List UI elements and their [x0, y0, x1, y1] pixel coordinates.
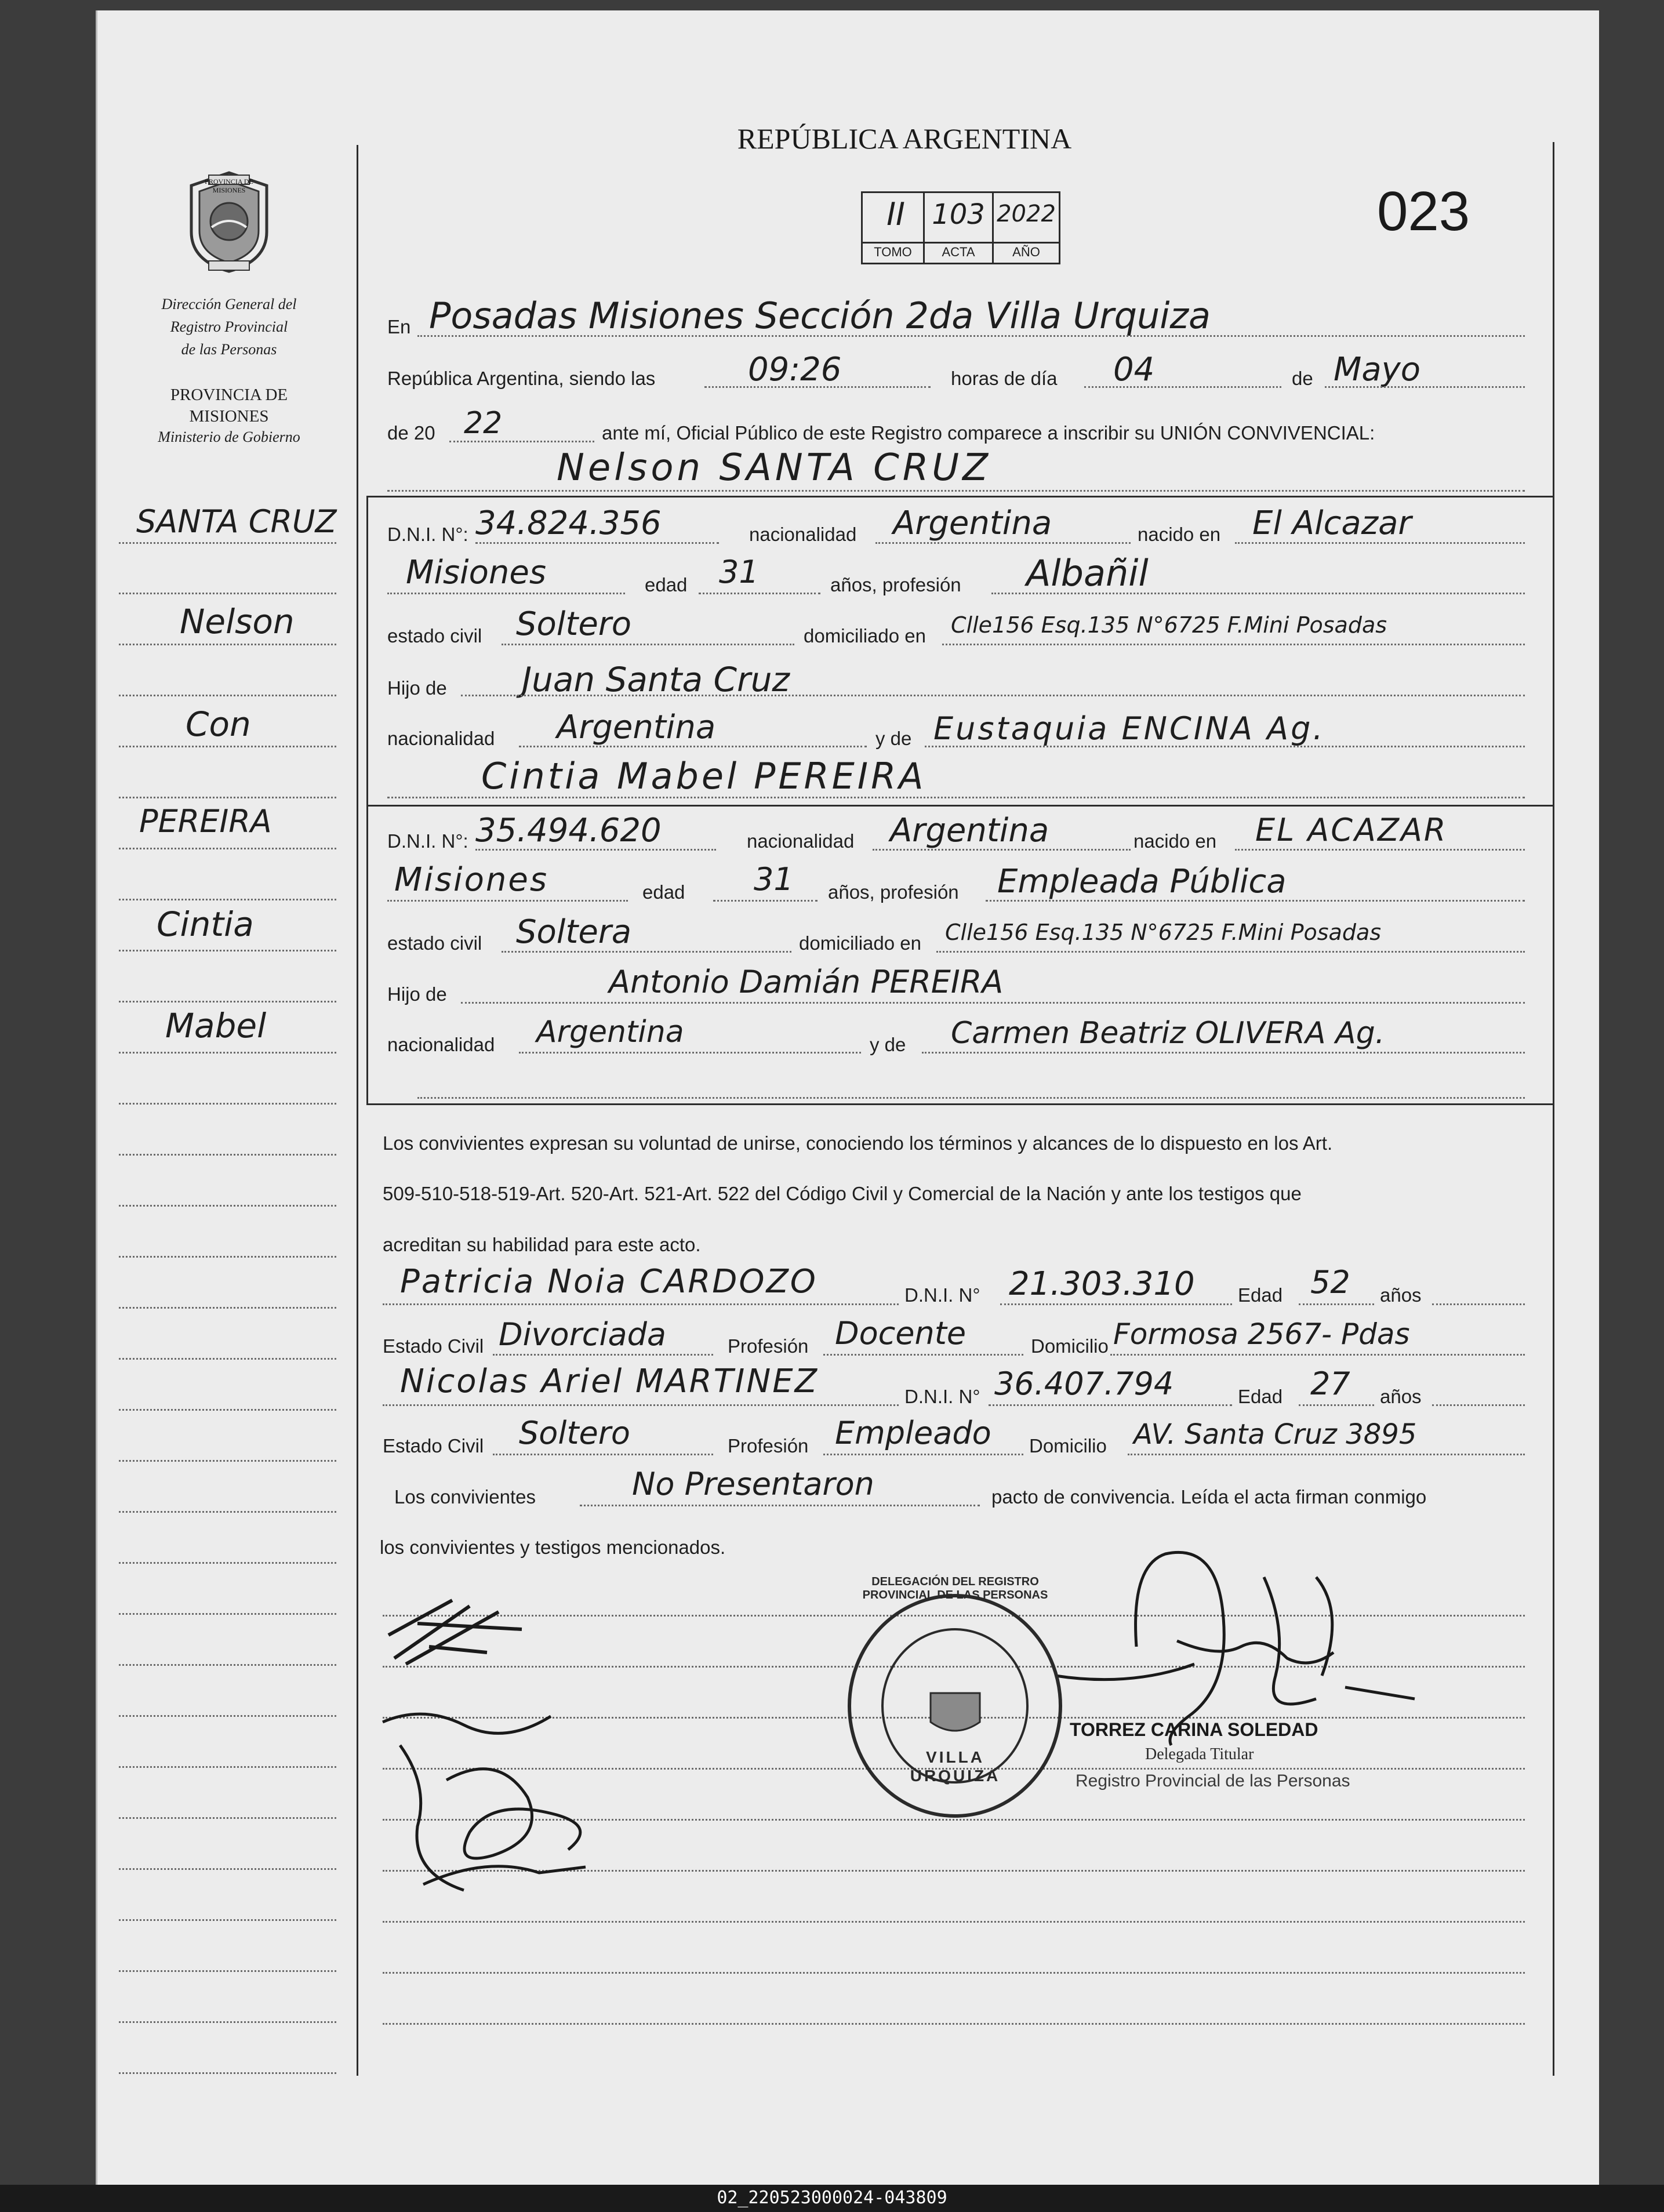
p2-father: Antonio Damián PEREIRA — [609, 964, 1004, 1000]
w2-dni-label: D.N.I. N° — [904, 1386, 980, 1407]
section-divider-1 — [366, 496, 1553, 497]
closing-convivientes-label: Los convivientes — [394, 1486, 536, 1508]
acta-value: 103 — [932, 198, 985, 231]
p2-mother: Carmen Beatriz OLIVERA Ag. — [951, 1016, 1385, 1051]
en-label: En — [387, 316, 411, 337]
margin-name-5: Cintia — [157, 905, 254, 944]
p1-dni-value: 34.824.356 — [475, 504, 662, 542]
w1-dni-value: 21.303.310 — [1009, 1265, 1195, 1303]
witness2-name: Nicolas Ariel MARTINEZ — [400, 1363, 819, 1400]
p2-civil-value: Soltera — [516, 913, 632, 951]
w1-edad-label: Edad — [1238, 1284, 1283, 1306]
witness1-name: Patricia Noia CARDOZO — [400, 1263, 818, 1301]
person2-fullname: Cintia Mabel PEREIRA — [481, 755, 927, 797]
officer-title: Delegada Titular — [1145, 1745, 1254, 1763]
time-value: 09:26 — [748, 351, 842, 388]
p2-nac-label: nacionalidad — [747, 830, 855, 852]
p1-civil-value: Soltero — [516, 605, 632, 643]
p2-dom-label: domiciliado en — [799, 932, 921, 954]
w1-anos-label: años — [1380, 1284, 1422, 1306]
form-box-left-line — [366, 496, 368, 1105]
p2-profession: Empleada Pública — [997, 863, 1287, 900]
p1-civil-label: estado civil — [387, 625, 482, 646]
logo-text: PROVINCIA DE MISIONES — [205, 177, 253, 194]
year-prefix: de 20 — [387, 422, 435, 444]
closing-pacto-text: pacto de convivencia. Leída el acta firman conmigo — [991, 1486, 1427, 1508]
acta-label: ACTA — [923, 242, 994, 264]
stamp-ring-icon — [844, 1592, 1067, 1821]
w1-address: Formosa 2567- Pdas — [1113, 1317, 1410, 1351]
w1-profession: Docente — [835, 1315, 967, 1352]
w1-age: 52 — [1310, 1264, 1350, 1301]
declaration-line-1: Los convivientes expresan su voluntad de unirse, conociendo los términos y alcances de lo dispuesto en los Art. — [383, 1132, 1333, 1154]
p2-civil-label: estado civil — [387, 932, 482, 954]
margin-divider-line — [357, 145, 358, 2076]
p1-age: 31 — [719, 554, 759, 590]
pacto-value: No Presentaron — [632, 1466, 874, 1502]
horas-label: horas de día — [951, 368, 1058, 389]
w2-dom-label: Domicilio — [1029, 1435, 1107, 1456]
ante-text: ante mí, Oficial Público de este Registro comparece a inscribir su UNIÓN CONVIVENCIAL: — [602, 422, 1375, 444]
w2-prof-label: Profesión — [728, 1435, 809, 1456]
registry-stamp — [844, 1575, 1067, 1821]
closing-line-2: los convivientes y testigos mencionados. — [380, 1537, 726, 1558]
w2-address: AV. Santa Cruz 3895 — [1133, 1418, 1417, 1451]
org-line-2: Registro Provincial — [170, 318, 288, 335]
form-right-border — [1553, 142, 1554, 2076]
place-value: Posadas Misiones Sección 2da Villa Urquiza — [429, 295, 1211, 337]
w1-dni-label: D.N.I. N° — [904, 1284, 980, 1306]
stamp-center-text: VILLA URQUIZA — [910, 1748, 1001, 1785]
person1-fullname: Nelson SANTA CRUZ — [557, 446, 991, 489]
anio-value: 2022 — [997, 201, 1056, 227]
signature-1-icon — [383, 1589, 533, 1670]
w2-edad-label: Edad — [1238, 1386, 1283, 1407]
registry-name — [116, 293, 342, 361]
province-name — [116, 384, 342, 446]
p2-nationality: Argentina — [890, 812, 1049, 849]
country-title: REPÚBLICA ARGENTINA — [737, 122, 1072, 155]
p1-birthplace: El Alcazar — [1252, 504, 1412, 542]
province-line-2: MISIONES — [189, 407, 269, 426]
p1-prof-label: años, profesión — [830, 574, 961, 595]
acta-number: 023 — [1377, 180, 1470, 242]
stamp-ring-text: DELEGACIÓN DEL REGISTRO PROVINCIAL DE LAS PERSONAS — [862, 1575, 1048, 1601]
declaration-line-3: acreditan su habilidad para este acto. — [383, 1234, 701, 1255]
p1-father: Juan Santa Cruz — [522, 660, 790, 699]
p1-address: Clle156 Esq.135 N°6725 F.Mini Posadas — [951, 612, 1387, 638]
org-line-3: de las Personas — [181, 341, 277, 358]
officer-registry: Registro Provincial de las Personas — [1076, 1771, 1350, 1790]
scan-image-id: 02_220523000024-043809 — [717, 2188, 947, 2208]
month-de-label: de — [1292, 368, 1313, 389]
p1-dni-label: D.N.I. N°: — [387, 524, 468, 545]
margin-name-6: Mabel — [165, 1006, 267, 1045]
declaration-line-2: 509-510-518-519-Art. 520-Art. 521-Art. 522 del Código Civil y Comercial de la Nación y ante los testigos que — [383, 1183, 1302, 1204]
margin-name-4: PEREIRA — [139, 803, 272, 840]
w1-civil-value: Divorciada — [499, 1316, 666, 1353]
margin-name-3: Con — [186, 704, 251, 744]
margin-name-2: Nelson — [180, 602, 295, 641]
year-suffix: 22 — [464, 406, 503, 441]
org-line-1: Dirección General del — [161, 296, 297, 313]
p1-nationality: Argentina — [893, 504, 1052, 542]
p2-yde-label: y de — [870, 1034, 906, 1055]
officer-name: TORREZ CARINA SOLEDAD — [1070, 1719, 1318, 1740]
anio-label: AÑO — [992, 242, 1060, 264]
w2-anos-label: años — [1380, 1386, 1422, 1407]
p2-dni-value: 35.494.620 — [475, 812, 662, 849]
p1-profession: Albañil — [1026, 552, 1149, 594]
p2-father-nationality: Argentina — [536, 1015, 684, 1049]
p1-edad-label: edad — [645, 574, 688, 595]
p2-hijo-label: Hijo de — [387, 983, 447, 1005]
p1-father-nat-label: nacionalidad — [387, 728, 495, 749]
p2-age: 31 — [754, 861, 794, 898]
w2-profession: Empleado — [835, 1415, 991, 1451]
w2-age: 27 — [1310, 1365, 1350, 1402]
section-divider-3 — [366, 1103, 1553, 1105]
p2-prof-label: años, profesión — [828, 881, 959, 903]
w2-civil-value: Soltero — [519, 1415, 630, 1451]
signature-2-icon — [377, 1699, 620, 1902]
margin-name-1: SANTA CRUZ — [136, 503, 337, 540]
w2-dni-value: 36.407.794 — [994, 1365, 1174, 1402]
w1-civil-label: Estado Civil — [383, 1335, 484, 1357]
tomo-label: TOMO — [861, 242, 925, 264]
p1-birthplace-2: Misiones — [406, 554, 546, 591]
month-value: Mayo — [1334, 351, 1421, 388]
tomo-value: II — [887, 196, 905, 233]
w2-civil-label: Estado Civil — [383, 1435, 484, 1456]
ministry-name: Ministerio de Gobierno — [158, 428, 300, 446]
p2-nacido-label: nacido en — [1133, 830, 1217, 852]
w1-prof-label: Profesión — [728, 1335, 809, 1357]
section-divider-2 — [366, 805, 1553, 807]
p1-mother: Eustaquia ENCINA Ag. — [933, 710, 1325, 747]
p2-father-nat-label: nacionalidad — [387, 1034, 495, 1055]
p1-nacido-label: nacido en — [1138, 524, 1221, 545]
p1-nac-label: nacionalidad — [749, 524, 857, 545]
p1-dom-label: domiciliado en — [804, 625, 926, 646]
province-line-1: PROVINCIA DE — [170, 386, 288, 404]
republic-label: República Argentina, siendo las — [387, 368, 656, 389]
p2-dni-label: D.N.I. N°: — [387, 830, 468, 852]
day-value: 04 — [1113, 351, 1155, 388]
p1-hijo-label: Hijo de — [387, 677, 447, 699]
p2-birthplace-2: Misiones — [394, 861, 548, 899]
w1-dom-label: Domicilio — [1031, 1335, 1109, 1357]
p2-edad-label: edad — [642, 881, 685, 903]
p1-yde-label: y de — [875, 728, 912, 749]
p1-father-nationality: Argentina — [557, 709, 716, 746]
p2-address: Clle156 Esq.135 N°6725 F.Mini Posadas — [945, 920, 1382, 945]
p2-birthplace: EL ACAZAR — [1255, 812, 1448, 848]
